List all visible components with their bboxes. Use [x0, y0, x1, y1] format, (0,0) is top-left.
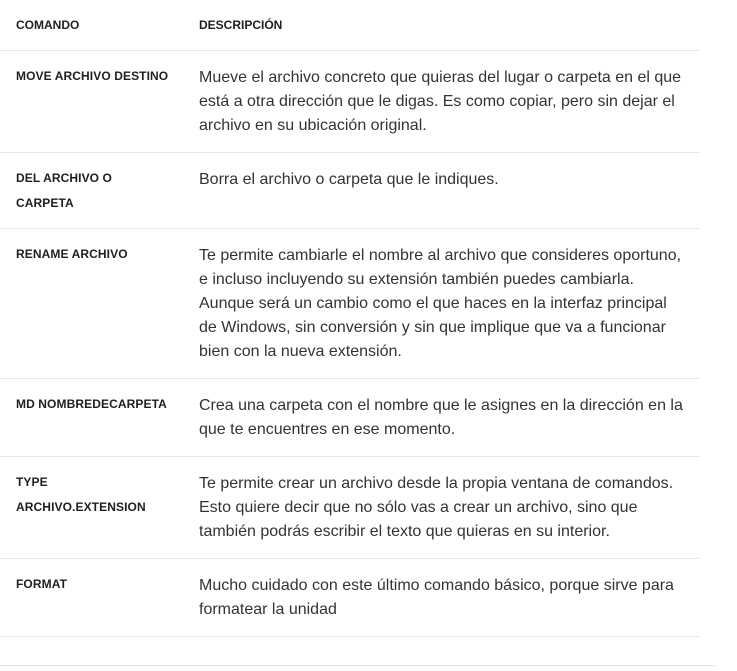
column-header-description: DESCRIPCIÓN [199, 0, 700, 51]
command-cell: TYPE ARCHIVO.EXTENSION [0, 457, 199, 559]
description-cell: Te permite crear un archivo desde la propia ventana de comandos. Esto quiere decir que no sólo vas a crear un archivo, sino que también podrás escribir el texto que quieras en su interior. [199, 457, 700, 559]
table-row [0, 51, 700, 153]
command-cell: FORMAT [0, 559, 199, 637]
table-row [0, 559, 700, 637]
column-header-command: COMANDO [0, 0, 199, 51]
description-cell: Te permite cambiarle el nombre al archivo que consideres oportuno, e incluso incluyendo su extensión también puedes cambiarla. Aunque será un cambio como el que haces en la interfaz principal de Windows, sin conversión y sin que implique que va a funcionar bien con la nueva extensión. [199, 229, 700, 379]
command-cell: DEL ARCHIVO O CARPETA [0, 153, 199, 229]
table-row [0, 229, 700, 379]
description-cell: Borra el archivo o carpeta que le indiques. [199, 153, 700, 229]
description-cell: Mucho cuidado con este último comando básico, porque sirve para formatear la unidad [199, 559, 700, 637]
table-row [0, 457, 700, 559]
table-row [0, 153, 700, 229]
table-header-row [0, 0, 700, 51]
command-cell: MD NOMBREDECARPETA [0, 379, 199, 457]
divider [0, 665, 715, 666]
command-cell: MOVE ARCHIVO DESTINO [0, 51, 199, 153]
description-cell: Crea una carpeta con el nombre que le asignes en la dirección en la que te encuentres en ese momento. [199, 379, 700, 457]
table-row [0, 379, 700, 457]
description-cell: Mueve el archivo concreto que quieras del lugar o carpeta en el que está a otra dirección que le digas. Es como copiar, pero sin dejar el archivo en su ubicación original. [199, 51, 700, 153]
command-cell: RENAME ARCHIVO [0, 229, 199, 379]
